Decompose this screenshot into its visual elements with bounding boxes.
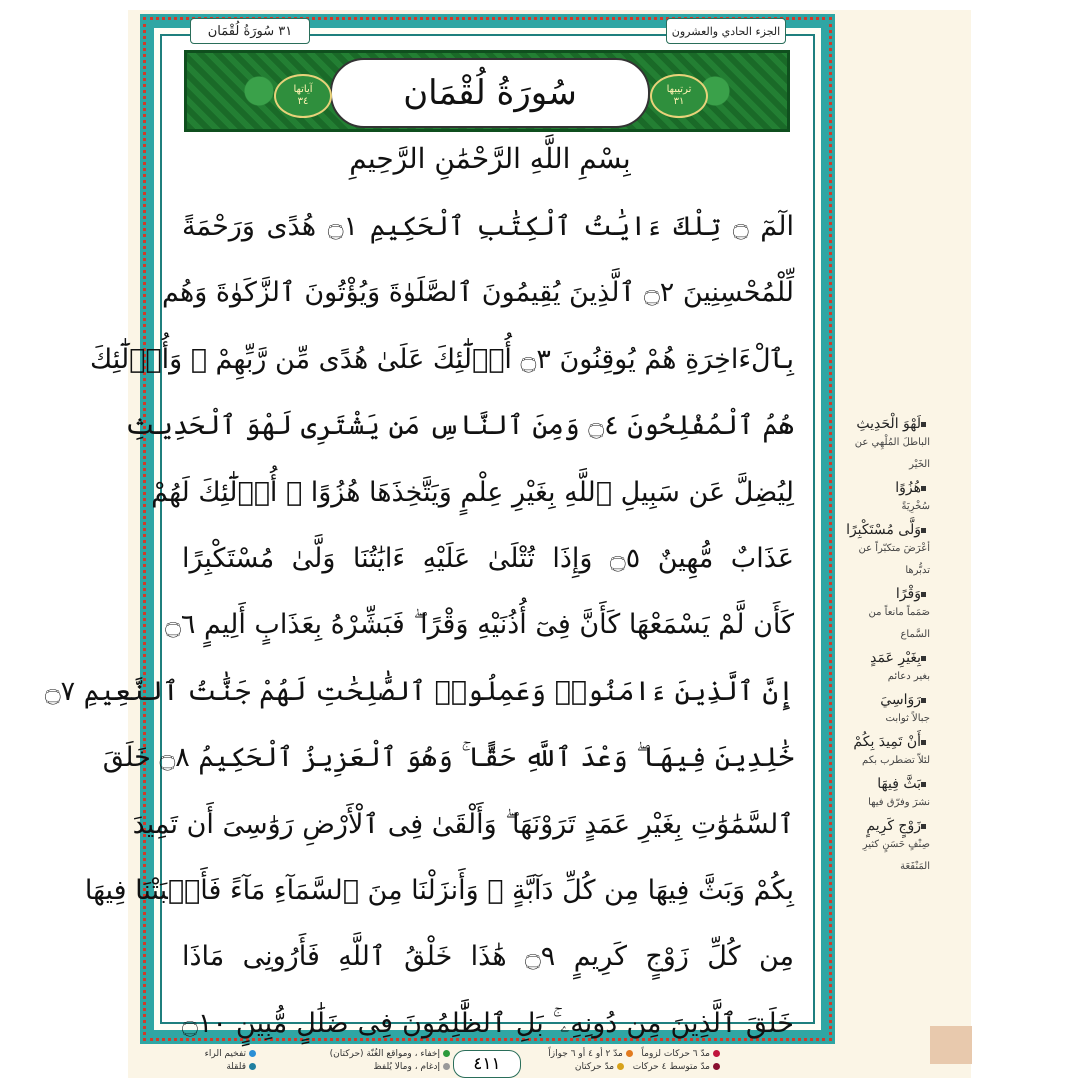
verse-count-label: آياتها (293, 84, 313, 95)
legend-label: مدّ متوسط ٤ حركات (632, 1062, 710, 1072)
tajweed-legend-b (290, 1048, 450, 1074)
glossary-meaning: أعْرَضَ متكبّراً عن تدبُّرها (858, 543, 930, 576)
surah-order-value: ٣١ (673, 96, 685, 107)
glossary-word: لَهْوَ الْحَدِيثِ (840, 416, 930, 432)
glossary-meaning: لئلاّ تضطرب بكم (862, 755, 930, 766)
page-number: ٤١١ (453, 1050, 521, 1078)
glossary-word: رَوَاسِيَ (840, 692, 930, 708)
glossary-entry (840, 586, 930, 646)
glossary-entry (840, 734, 930, 772)
glossary-word: وَقْرًا (840, 586, 930, 602)
juz-header-label: الجزء الحادي والعشرون (671, 24, 781, 38)
glossary-word: بِغَيْرِ عَمَدٍ (840, 650, 930, 666)
surah-header-box (190, 18, 310, 44)
legend-label: مدّ ٢ أو ٤ أو ٦ جوازاً (548, 1049, 623, 1059)
verse-line: إِنَّ ٱلَّذِينَ ءَامَنُوا۟ وَعَمِلُوا۟ ٱلصَّٰلِحَٰتِ لَهُمْ جَنَّٰتُ ٱلنَّعِيمِ ۝٧ (44, 675, 794, 707)
glossary-meaning: نشرَ وفرّق فيها (868, 797, 930, 808)
glossary-word: زَوْجٍ كَرِيمٍ (840, 818, 930, 834)
legend-dot (443, 1050, 450, 1057)
legend-dot (249, 1063, 256, 1070)
verse-line: عَذَابٌ مُّهِينٌ ۝٥ وَإِذَا تُتْلَىٰ عَلَيْهِ ءَايَٰتُنَا وَلَّىٰ مُسْتَكْبِرًا (182, 542, 794, 574)
glossary-meaning: صِنْفٍ حَسَنٍ كثيرِ المَنْفَعَة (862, 839, 930, 872)
glossary-entry (840, 776, 930, 814)
glossary-meaning: صَمَماً مانعاً من السَّماع (868, 607, 930, 640)
legend-label: مدّ حركتان (574, 1062, 615, 1072)
verse-count-value: ٣٤ (297, 96, 309, 107)
glossary-word: أَنْ تَمِيدَ بِكُمْ (840, 734, 930, 750)
glossary-entry (840, 818, 930, 878)
legend-dot (443, 1063, 450, 1070)
surah-order-medal (650, 74, 708, 118)
surah-banner-title: سُورَةُ لُقْمَان (330, 58, 650, 128)
surah-header-name: سُورَةُ لُقْمَان (207, 23, 275, 39)
glossary-word: هُزُوًا (840, 480, 930, 496)
basmala: بِسْمِ اللَّهِ الرَّحْمَٰنِ الرَّحِيمِ (349, 142, 631, 175)
glossary-word: وَلَّى مُسْتَكْبِرًا (840, 522, 930, 538)
glossary-meaning: سُخْرِيَةً (901, 501, 930, 512)
legend-label: تفخيم الراء (204, 1049, 246, 1059)
verse-line: خَٰلِدِينَ فِيهَا ۖ وَعْدَ ٱللَّهِ حَقًّا ۚ وَهُوَ ٱلْعَزِيزُ ٱلْحَكِيمُ ۝٨ خَلَقَ (102, 742, 794, 774)
verse-line: ٱلسَّمَٰوَٰتِ بِغَيْرِ عَمَدٍ تَرَوْنَهَا ۖ وَأَلْقَىٰ فِى ٱلْأَرْضِ رَوَٰسِىَ أَن تَمِيدَ (132, 808, 794, 840)
glossary-meaning: بغير دعائم (887, 671, 930, 682)
verse-line: لِّلْمُحْسِنِينَ ۝٢ ٱلَّذِينَ يُقِيمُونَ ٱلصَّلَوٰةَ وَيُؤْتُونَ ٱلزَّكَوٰةَ وَهُم (162, 277, 794, 309)
legend-label: قلقلة (226, 1062, 246, 1072)
surah-order-label: ترتيبها (666, 84, 692, 95)
legend-label: مدّ ٦ حركات لزوماً (641, 1049, 710, 1059)
verse-line: بِٱلْءَاخِرَةِ هُمْ يُوقِنُونَ ۝٣ أُو۟لَٰٓئِكَ عَلَىٰ هُدًى مِّن رَّبِّهِمْ ۖ وَأُو۟لَٰٓئِكَ (90, 343, 794, 375)
legend-dot (249, 1050, 256, 1057)
juz-header-box (666, 18, 786, 44)
legend-label: إدغام ، ومالا يُلفظ (373, 1062, 440, 1072)
verse-line: هُمُ ٱلْمُفْلِحُونَ ۝٤ وَمِنَ ٱلنَّاسِ مَن يَشْتَرِى لَهْوَ ٱلْحَدِيثِ (125, 410, 794, 442)
glossary-entry (840, 650, 930, 688)
verse-line: خَلَقَ ٱلَّذِينَ مِن دُونِهِۦ ۚ بَلِ ٱلظَّٰلِمُونَ فِى ضَلَٰلٍ مُّبِينٍ ۝١٠ (182, 1007, 794, 1039)
surah-header-number: ٣١ (278, 23, 293, 39)
verse-line: الٓمٓ ۝ تِلْكَ ءَايَٰتُ ٱلْكِتَٰبِ ٱلْحَكِيمِ ۝١ هُدًى وَرَحْمَةً (182, 211, 795, 242)
legend-dot (713, 1050, 720, 1057)
verse-count-medal (274, 74, 332, 118)
glossary-entry (840, 480, 930, 518)
tajweed-legend-c (520, 1048, 720, 1074)
legend-label: إخفاء ، ومواقع الغُنّة (حركتان) (329, 1049, 440, 1059)
verse-line: مِن كُلِّ زَوْجٍ كَرِيمٍ ۝٩ هَٰذَا خَلْقُ ٱللَّهِ فَأَرُونِى مَاذَا (182, 941, 794, 973)
margin-glossary (840, 416, 930, 882)
verse-text-block (44, 194, 795, 1057)
glossary-meaning: الباطلَ المُلْهِي عن الخَيْر (854, 437, 930, 470)
page-corner-tab (930, 1026, 972, 1064)
verse-line: كَأَن لَّمْ يَسْمَعْهَا كَأَنَّ فِىٓ أُذُنَيْهِ وَقْرًا ۖ فَبَشِّرْهُ بِعَذَابٍ أَلِيمٍ ۝٦ (165, 609, 794, 641)
legend-dot (626, 1050, 633, 1057)
glossary-word: بَثَّ فِيهَا (840, 776, 930, 792)
tajweed-legend-a (186, 1048, 256, 1074)
legend-dot (617, 1063, 624, 1070)
glossary-meaning: جبالاً ثوابت (885, 713, 930, 724)
glossary-entry (840, 522, 930, 582)
verse-line: بِكُمْ وَبَثَّ فِيهَا مِن كُلِّ دَآبَّةٍ ۚ وَأَنزَلْنَا مِنَ ٱلسَّمَآءِ مَآءً فَأَنۢبَتْنَا فِيهَا (84, 874, 794, 906)
glossary-entry (840, 692, 930, 730)
verse-line: لِيُضِلَّ عَن سَبِيلِ ٱللَّهِ بِغَيْرِ عِلْمٍ وَيَتَّخِذَهَا هُزُوًا ۚ أُو۟لَٰٓئِكَ لَهُمْ (151, 476, 794, 508)
legend-dot (713, 1063, 720, 1070)
glossary-entry (840, 416, 930, 476)
